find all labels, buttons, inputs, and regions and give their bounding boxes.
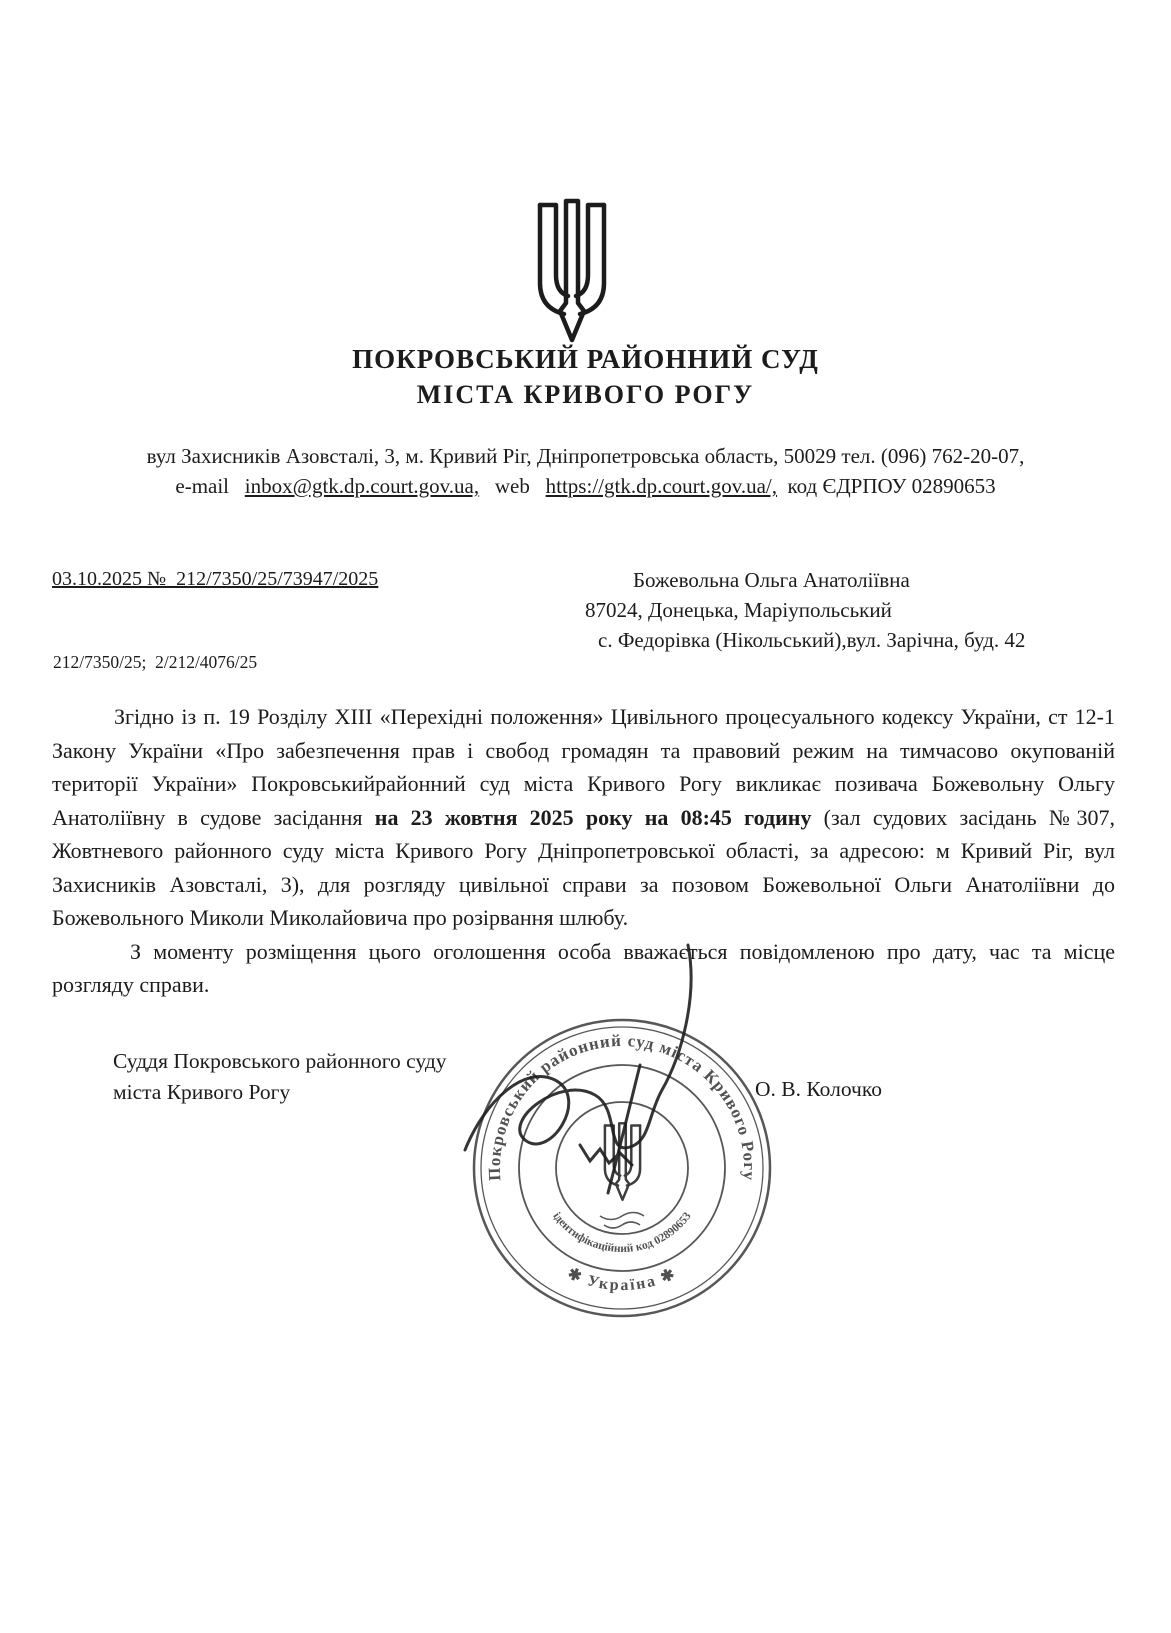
outgoing-date-number: 03.10.2025 № 212/7350/25/73947/2025 xyxy=(52,568,379,590)
edrpou-code: код ЄДРПОУ 02890653 xyxy=(787,474,996,498)
seal-inner-code-text: ідентифікаційний код 02890653 xyxy=(550,1210,694,1255)
judge-title-line1: Суддя Покровського районного суду xyxy=(113,1049,447,1073)
email-address: inbox@gtk.dp.court.gov.ua, xyxy=(244,474,480,498)
recipient-block xyxy=(585,565,1145,655)
court-name-line2: МІСТА КРИВОГО РОГУ xyxy=(416,380,755,409)
recipient-address-line2: с. Федорівка (Нікольський),вул. Зарічна, буд. 42 xyxy=(598,628,1026,652)
handwritten-signature xyxy=(430,915,760,1210)
seal-ring-top-text: Покровський районний суд міста Кривого Рогу xyxy=(484,1030,760,1182)
court-contact-block xyxy=(0,441,1171,501)
ukraine-trident-emblem xyxy=(518,195,626,350)
body-paragraph-notice: З моменту розміщення цього оголошення особа вважається повідомленою про дату, час та місце розгляду справи. xyxy=(52,938,1115,997)
web-url: https://gtk.dp.court.gov.ua/, xyxy=(545,474,778,498)
body-paragraph-summons xyxy=(52,700,1115,935)
svg-text:✱ Україна ✱ xyxy=(565,1265,679,1294)
web-label: web xyxy=(494,474,530,498)
court-name-line1: ПОКРОВСЬКИЙ РАЙОННИЙ СУД xyxy=(352,344,819,374)
recipient-address-line1: 87024, Донецька, Маріупольський xyxy=(585,598,892,622)
seal-center-waves xyxy=(600,1213,644,1229)
judge-title-line2: міста Кривого Рогу xyxy=(113,1080,291,1104)
hearing-datetime: на 23 жовтня 2025 року на 08:45 годину xyxy=(374,804,812,830)
court-address-line: вул Захисників Азовсталі, 3, м. Кривий Ріг, Дніпропетровська область, 50029 тел. (096) 762-20-07, xyxy=(146,444,1025,468)
recipient-name: Божевольна Ольга Анатоліївна xyxy=(633,568,910,592)
body-p1-before: Згідно із п. 19 Розділу XIII «Перехідні положення» Цивільного процесуального кодексу України, ст 12-1 Закону України «Про забезпечення прав і свобод громадян та правовий режим на тимчасово окупованій території України» Покровськийрайонний суд міста Кривого Рогу викликає позивача Божевольну Ольгу Анатоліївну в судове засідання xyxy=(52,704,1115,830)
judge-name: О. В. Колочко xyxy=(755,1077,882,1101)
court-contact-line2 xyxy=(0,471,1171,501)
email-label: e-mail xyxy=(175,474,230,498)
seal-ring-bottom-text: ✱ Україна ✱ xyxy=(564,1265,680,1295)
case-numbers: 212/7350/25; 2/212/4076/25 xyxy=(53,652,258,672)
body-p1-after: (зал судових засідань №307, Жовтневого районного суду міста Кривого Рогу Дніпропетровської області, за адресою: м Кривий Ріг, вул Захисників Азовсталі, 3), для розгляду цивільної справи за позовом Божевольної Ольги Анатоліївни до Божевольного Миколи Миколайовича про розірвання шлюбу. xyxy=(52,804,1116,930)
judge-title-block xyxy=(113,1046,447,1108)
